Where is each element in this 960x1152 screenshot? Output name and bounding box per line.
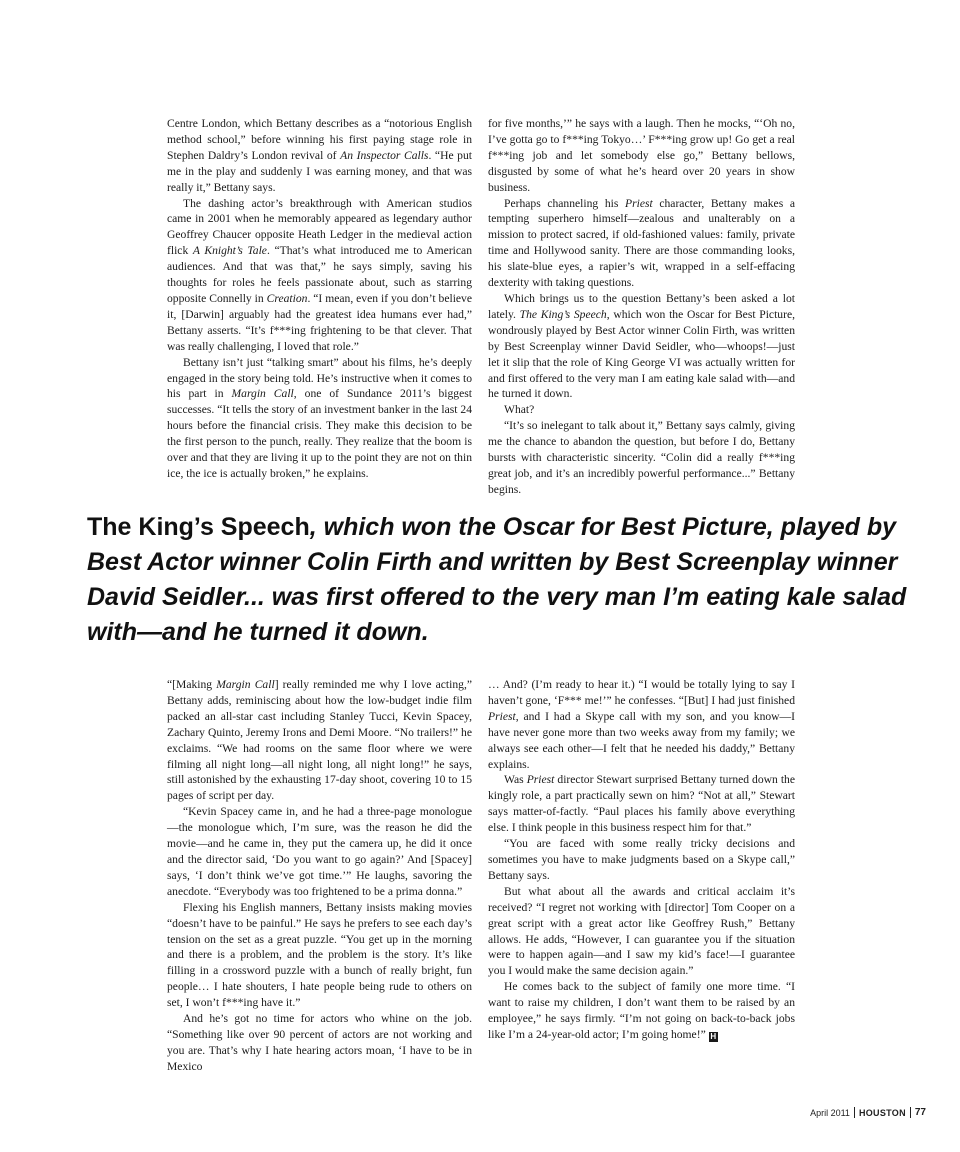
- article-title-italic: Creation: [266, 291, 308, 305]
- article-paragraph: [488, 196, 795, 291]
- article-column-bottom-left: [167, 677, 472, 1075]
- article-text: Was: [504, 773, 527, 787]
- article-paragraph: [488, 418, 795, 498]
- article-paragraph: [167, 804, 472, 899]
- article-text: character, Bettany makes a tempting superhero himself—zealous and unalterably on a mission to protect sacred, if old-fashioned values: family, private time and Hollywood sanity. There are those commanding looks, his slate-blue eyes, a rapier’s wit, wrapped in a self-effacing dexterity with taking questions.: [488, 196, 795, 290]
- article-text: But what about all the awards and critical acclaim it’s received? “I regret not working with [director] Tom Cooper on a great script with a great actor like Geoffrey Rush,” Bettany allows. He adds, “However, I can guarantee you if the situation were to happen again—and I saw my kid’s face!—I guarantee you I would make the same decision again.”: [488, 884, 795, 978]
- article-text: Which brings us to the question Bettany’s been asked a lot lately.: [488, 291, 795, 321]
- magazine-name: HOUSTON: [858, 1107, 906, 1118]
- article-text: Flexing his English manners, Bettany insists making movies “doesn’t have to be painful.” He says he prefers to see each day’s tension on the set as a great puzzle. “You get up in the morning and there is a problem, and the problem is the story. It’s like filling in a crossword puzzle with a bunch of really bright, fun people… I hate shouters, I hate people being rude to others on set, I won’t f***ing have it.”: [167, 900, 472, 1010]
- article-text: . “That’s what introduced me to American audiences. And that was that,” he says simply, saving his thoughts for roles he feels passionate about, such as starring opposite Connelly in: [167, 244, 472, 305]
- article-text: ] really reminded me why I love acting,” Bettany adds, reminiscing about how the low-budget indie film packed an all-star cast including Stanley Tucci, Kevin Spacey, Zachary Quinto, Jeremy Irons and Demi Moore. “No trailers!” he exclaims. “We had rooms on the same floor where we were filming all night long—all night long, all night long!” he says, still astonished by the exhausting 17-day shoot, covering 10 to 15 pages of script per day.: [167, 678, 472, 803]
- article-paragraph: [488, 677, 795, 772]
- end-mark-icon: H: [710, 1031, 717, 1041]
- article-title-italic: Priest: [625, 196, 653, 210]
- article-title-italic: An Inspector Calls: [340, 148, 429, 162]
- article-paragraph: [488, 291, 795, 402]
- article-text: What?: [504, 403, 535, 417]
- article-paragraph: [167, 196, 472, 355]
- article-text: And he’s got no time for actors who whine on the job. “Something like over 90 percent of actors are not working and you are. That’s why I hate hearing actors moan, ‘I have to be in Mexico: [167, 1012, 472, 1073]
- article-title-italic: Priest: [526, 773, 555, 787]
- article-text: . “I mean, even if you don’t believe it, [Darwin] arguably had the greatest idea humans ever had,” Bettany asserts. “It’s f***ing frightening to be that clever. That was really challenging, I loved that role.”: [167, 291, 473, 353]
- article-text: Perhaps channeling his: [504, 196, 626, 210]
- article-text: He comes back to the subject of family one more time. “I want to raise my children, I don’t want them to be raised by an employee,” he says firmly. “I’m not going on back-to-back jobs like I’m a 24-year-old actor; I’m going home!”: [488, 980, 795, 1041]
- article-title-italic: Margin Call: [216, 678, 275, 691]
- page-footer: [810, 1107, 926, 1118]
- article-paragraph: [167, 116, 472, 196]
- article-text: “You are faced with some really tricky decisions and sometimes you have to make judgments based on a Skype call,” Bettany says.: [488, 837, 795, 882]
- pull-quote-text: , which won the Oscar for Best Picture, played by Best Actor winner Colin Firth and written by Best Screenplay winner David Seidler... was first offered to the very man I’m eating kale salad with—and he turned it down.: [87, 513, 907, 646]
- pull-quote: [87, 510, 917, 650]
- pull-quote-title: The King’s Speech: [87, 513, 310, 541]
- article-text: Bettany isn’t just “talking smart” about his films, he’s deeply engaged in the story being told. He’s instructive when it comes to his part in: [167, 355, 472, 401]
- article-paragraph: [488, 116, 795, 196]
- article-text: … And? (I’m ready to hear it.) “I would be totally lying to say I haven’t gone, ‘F*** me!’” he confesses. “[But] I had just finished: [488, 678, 795, 707]
- article-text: . “He put me in the play and suddenly I was earning money, and that was really it,” Bettany says.: [167, 148, 472, 194]
- article-paragraph: [167, 900, 472, 1011]
- article-paragraph: [488, 979, 795, 1043]
- article-title-italic: A Knight’s Tale: [192, 244, 267, 258]
- article-text: , and I had a Skype call with my son, and you know—I have never gone more than two weeks away from my family; we always see each other—I felt that he needed his daddy,” Bettany explains.: [488, 709, 795, 771]
- article-paragraph: [167, 677, 472, 804]
- article-text: , which won the Oscar for Best Picture, wondrously played by Best Actor winner Colin Firth, was written by Best Screenplay winner David Seidler, who—whoops!—just let it slip that the role of King George VI was actually written for and first offered to the very man I am eating kale salad with—and he turned it down.: [488, 307, 796, 401]
- article-column-bottom-right: [488, 677, 795, 1043]
- article-title-italic: The King’s Speech: [519, 307, 607, 321]
- footer-divider: [910, 1107, 911, 1118]
- article-text: The dashing actor’s breakthrough with American studios came in 2001 when he memorably appeared as legendary author Geoffrey Chaucer opposite Heath Ledger in the medieval action flick: [167, 196, 472, 258]
- issue-date: April 2011: [810, 1107, 850, 1118]
- article-column-top-right: [488, 116, 795, 498]
- article-text: “It’s so inelegant to talk about it,” Bettany says calmly, giving me the chance to abandon the question, but before I do, Bettany bursts with characteristic sincerity. “Colin did a really f***ing great job, and it’s an incredibly powerful performance...” Bettany begins.: [488, 419, 795, 496]
- article-title-italic: Margin Call: [231, 387, 294, 401]
- article-text: director Stewart surprised Bettany turned down the kingly role, a part practically sewn on him? “Not at all,” Stewart says matter-of-factly. “Paul places his family above everything else. I think people in this business respect him for that.”: [488, 773, 795, 835]
- article-paragraph: [488, 402, 795, 418]
- article-paragraph: [488, 884, 795, 979]
- article-text: “[Making: [167, 678, 217, 691]
- article-paragraph: [167, 1011, 472, 1075]
- article-text: for five months,’” he says with a laugh. Then he mocks, “‘Oh no, I’ve gotta go to f***ing Tokyo…’ F***ing grow up! Go get a real f***ing job and let somebody else go,” Bettany bellows, disgusted by some of what he’s heard over 20 years in show business.: [488, 117, 795, 194]
- article-text: “Kevin Spacey came in, and he had a three-page monologue—the monologue which, I’m sure, was the reason he did the movie—and he came in, they put the camera up, he did it once and the director said, ‘Do you want to go again?’ And [Spacey] says, ‘I don’t think we’ve got time.’” He laughs, savoring the anecdote. “Everybody was too frightened to be a prima donna.”: [167, 805, 472, 898]
- article-text: , one of Sundance 2011’s biggest successes. “It tells the story of an investment banker in the last 24 hours before the financial crisis. They make this decision to be the first person to the punch, really. They realize that the boom is over and that they are living it up to the point they are not on thin ice, the ice is actually broken,” he explains.: [167, 387, 472, 480]
- page-number: 77: [914, 1107, 926, 1118]
- article-paragraph: [488, 772, 795, 836]
- article-text: Centre London, which Bettany describes as a “notorious English method school,” before winning his first paying stage role in Stephen Daldry’s London revival of: [167, 117, 472, 162]
- article-paragraph: [488, 836, 795, 884]
- footer-divider: [854, 1107, 855, 1118]
- article-column-top-left: [167, 116, 472, 482]
- article-paragraph: [167, 355, 472, 482]
- article-title-italic: Priest: [488, 709, 516, 723]
